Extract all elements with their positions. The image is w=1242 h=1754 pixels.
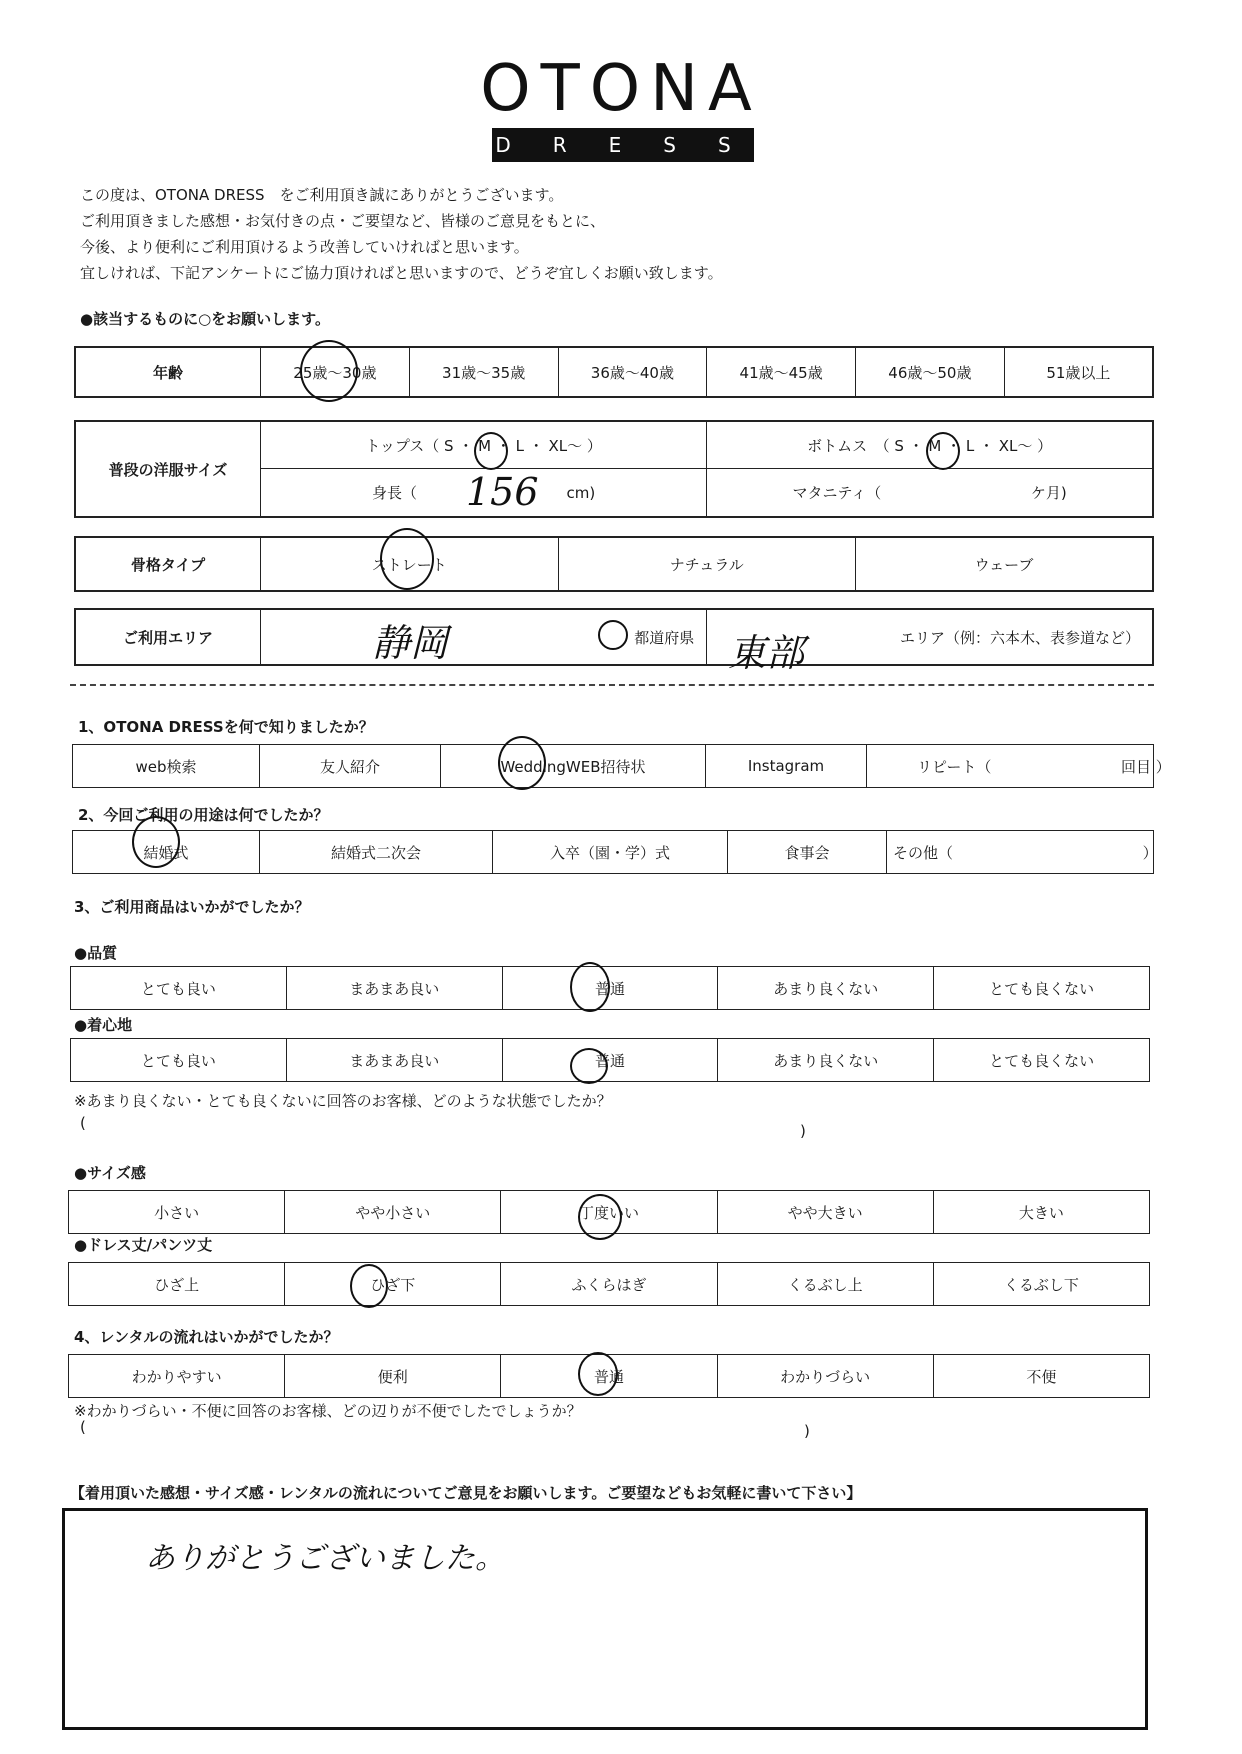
length-selection-circle bbox=[350, 1264, 388, 1308]
comfort-option[interactable]: とても良い bbox=[71, 1039, 287, 1082]
q4-option[interactable]: 普通 bbox=[501, 1355, 717, 1398]
prefecture-handwritten-value: 静岡 bbox=[372, 621, 449, 665]
maternity-unit: ケ月) bbox=[1030, 484, 1067, 502]
body-type-option[interactable]: ウェーブ bbox=[856, 537, 1154, 591]
age-label: 年齢 bbox=[75, 347, 261, 397]
q2-title: 2、今回ご利用の用途は何でしたか？ bbox=[78, 806, 329, 824]
q1-option-repeat[interactable] bbox=[867, 745, 1171, 788]
q1-option[interactable]: Instagram bbox=[706, 745, 867, 788]
size-option[interactable]: 小さい bbox=[69, 1191, 285, 1234]
q2-option[interactable]: 結婚式 bbox=[73, 831, 260, 874]
intro-text bbox=[80, 182, 723, 286]
q1-option[interactable]: web検索 bbox=[73, 745, 260, 788]
age-option[interactable]: 41歳〜45歳 bbox=[707, 347, 856, 397]
quality-option[interactable]: とても良くない bbox=[934, 967, 1150, 1010]
q3-note-close: ) bbox=[800, 1122, 806, 1140]
q4-note-open: ( bbox=[80, 1418, 86, 1436]
comfort-option[interactable]: 普通 bbox=[502, 1039, 718, 1082]
prefecture-selection-circle bbox=[598, 620, 628, 650]
area-suffix: エリア（例：六本木、表参道など） bbox=[899, 628, 1140, 647]
age-option[interactable]: 51歳以上 bbox=[1004, 347, 1153, 397]
intro-line: 宜しければ、下記アンケートにご協力頂ければと思いますので、どうぞ宜しくお願い致します。 bbox=[80, 264, 723, 282]
body-type-label: 骨格タイプ bbox=[75, 537, 261, 591]
quality-option[interactable]: あまり良くない bbox=[718, 967, 934, 1010]
q1-option[interactable]: 友人紹介 bbox=[260, 745, 441, 788]
maternity-field[interactable] bbox=[707, 469, 1153, 518]
q1-table bbox=[72, 744, 1171, 788]
area-label: ご利用エリア bbox=[75, 609, 261, 665]
comments-handwritten-text: ありがとうございました。 bbox=[145, 1541, 505, 1576]
comments-box[interactable] bbox=[62, 1508, 1148, 1730]
size-option[interactable]: やや小さい bbox=[285, 1191, 501, 1234]
length-table bbox=[68, 1262, 1150, 1306]
age-option[interactable]: 31歳〜35歳 bbox=[409, 347, 558, 397]
age-option[interactable]: 46歳〜50歳 bbox=[856, 347, 1005, 397]
bottoms-selection-circle bbox=[926, 432, 960, 470]
comments-title: 【着用頂いた感想・サイズ感・レンタルの流れについてご意見をお願いします。ご要望などもお気軽に書いて下さい】 bbox=[70, 1484, 862, 1502]
prefecture-field[interactable] bbox=[261, 609, 707, 665]
q2-option[interactable]: 結婚式二次会 bbox=[260, 831, 493, 874]
size-selection-circle bbox=[578, 1194, 622, 1240]
q2-option[interactable]: 食事会 bbox=[728, 831, 887, 874]
age-option[interactable]: 25歳〜30歳 bbox=[261, 347, 410, 397]
q3-note-open: ( bbox=[80, 1114, 86, 1132]
age-option[interactable]: 36歳〜40歳 bbox=[558, 347, 707, 397]
size-label: ●サイズ感 bbox=[74, 1164, 146, 1182]
q4-option[interactable]: わかりやすい bbox=[69, 1355, 285, 1398]
q4-title: 4、レンタルの流れはいかがでしたか？ bbox=[74, 1328, 339, 1346]
intro-line: 今後、より便利にご利用頂けるよう改善していければと思います。 bbox=[80, 238, 529, 256]
age-selection-circle bbox=[300, 340, 358, 402]
comfort-table bbox=[70, 1038, 1150, 1082]
comfort-option[interactable]: まあまあ良い bbox=[286, 1039, 502, 1082]
q4-note: ※わかりづらい・不便に回答のお客様、どの辺りが不便でしたでしょうか？ bbox=[74, 1402, 582, 1420]
height-handwritten-value: 156 bbox=[466, 470, 539, 514]
age-table bbox=[74, 346, 1154, 398]
comfort-label: ●着心地 bbox=[74, 1016, 133, 1034]
bottoms-size-field[interactable]: ボトムス （ S ・ M ・ L ・ XL〜 ） bbox=[707, 421, 1153, 469]
intro-line: この度は、OTONA DRESS をご利用頂き誠にありがとうございます。 bbox=[80, 186, 564, 204]
q4-option[interactable]: 便利 bbox=[285, 1355, 501, 1398]
body-type-table bbox=[74, 536, 1154, 592]
quality-option[interactable]: まあまあ良い bbox=[286, 967, 502, 1010]
q4-option[interactable]: わかりづらい bbox=[717, 1355, 933, 1398]
tops-size-field[interactable]: トップス（ S ・ M ・ L ・ XL〜 ） bbox=[261, 421, 707, 469]
repeat-label: リピート（ bbox=[917, 757, 992, 776]
body-type-option[interactable]: ナチュラル bbox=[558, 537, 856, 591]
length-label: ●ドレス丈/パンツ丈 bbox=[74, 1236, 213, 1254]
q3-note: ※あまり良くない・とても良くないに回答のお客様、どのような状態でしたか？ bbox=[74, 1092, 612, 1110]
comfort-option[interactable]: とても良くない bbox=[934, 1039, 1150, 1082]
brand-logo: OTONA bbox=[480, 52, 762, 126]
length-option[interactable]: ひざ下 bbox=[285, 1263, 501, 1306]
q2-table bbox=[72, 830, 1158, 874]
size-option[interactable]: 丁度いい bbox=[501, 1191, 717, 1234]
q4-note-close: ) bbox=[804, 1422, 810, 1440]
length-option[interactable]: くるぶし下 bbox=[933, 1263, 1149, 1306]
height-label: 身長（ bbox=[371, 484, 417, 502]
length-option[interactable]: ひざ上 bbox=[69, 1263, 285, 1306]
q1-title: 1、OTONA DRESSを何で知りましたか？ bbox=[78, 718, 374, 736]
quality-option[interactable]: 普通 bbox=[502, 967, 718, 1010]
quality-label: ●品質 bbox=[74, 944, 118, 962]
brand-logo-sub: DRESS bbox=[492, 128, 754, 162]
comfort-selection-circle bbox=[570, 1048, 608, 1084]
q1-option[interactable]: WeddingWEB招待状 bbox=[441, 745, 706, 788]
prefecture-suffix: 都道府県 bbox=[634, 628, 695, 647]
q2-option[interactable]: 入卒（園・学）式 bbox=[493, 831, 728, 874]
comfort-option[interactable]: あまり良くない bbox=[718, 1039, 934, 1082]
q4-selection-circle bbox=[578, 1352, 618, 1396]
maternity-label: マタニティ（ bbox=[792, 484, 882, 502]
q2-selection-circle bbox=[132, 816, 180, 868]
body-type-selection-circle bbox=[380, 528, 434, 590]
section-divider bbox=[70, 684, 1154, 686]
size-option[interactable]: 大きい bbox=[933, 1191, 1149, 1234]
tops-selection-circle bbox=[474, 432, 508, 470]
area-handwritten-value: 東部 bbox=[728, 631, 805, 675]
quality-selection-circle bbox=[570, 962, 610, 1012]
other-close: ） bbox=[1142, 843, 1158, 862]
quality-table bbox=[70, 966, 1150, 1010]
intro-line: ご利用頂きました感想・お気付きの点・ご要望など、皆様のご意見をもとに、 bbox=[80, 212, 606, 230]
q2-option-other[interactable] bbox=[887, 831, 1158, 874]
size-option[interactable]: やや大きい bbox=[717, 1191, 933, 1234]
length-option[interactable]: くるぶし上 bbox=[717, 1263, 933, 1306]
clothes-size-label: 普段の洋服サイズ bbox=[75, 421, 261, 517]
instruction: ●該当するものに○をお願いします。 bbox=[80, 310, 330, 328]
q1-selection-circle bbox=[498, 736, 546, 790]
quality-option[interactable]: とても良い bbox=[71, 967, 287, 1010]
q3-title: 3、ご利用商品はいかがでしたか？ bbox=[74, 898, 310, 916]
clothes-size-table bbox=[74, 420, 1154, 518]
height-unit: cm) bbox=[566, 484, 596, 502]
repeat-count-label: 回目 ） bbox=[1120, 757, 1171, 776]
length-option[interactable]: ふくらはぎ bbox=[501, 1263, 717, 1306]
body-type-option[interactable]: ストレート bbox=[261, 537, 559, 591]
q4-option[interactable]: 不便 bbox=[933, 1355, 1149, 1398]
other-label: その他（ bbox=[893, 843, 954, 862]
